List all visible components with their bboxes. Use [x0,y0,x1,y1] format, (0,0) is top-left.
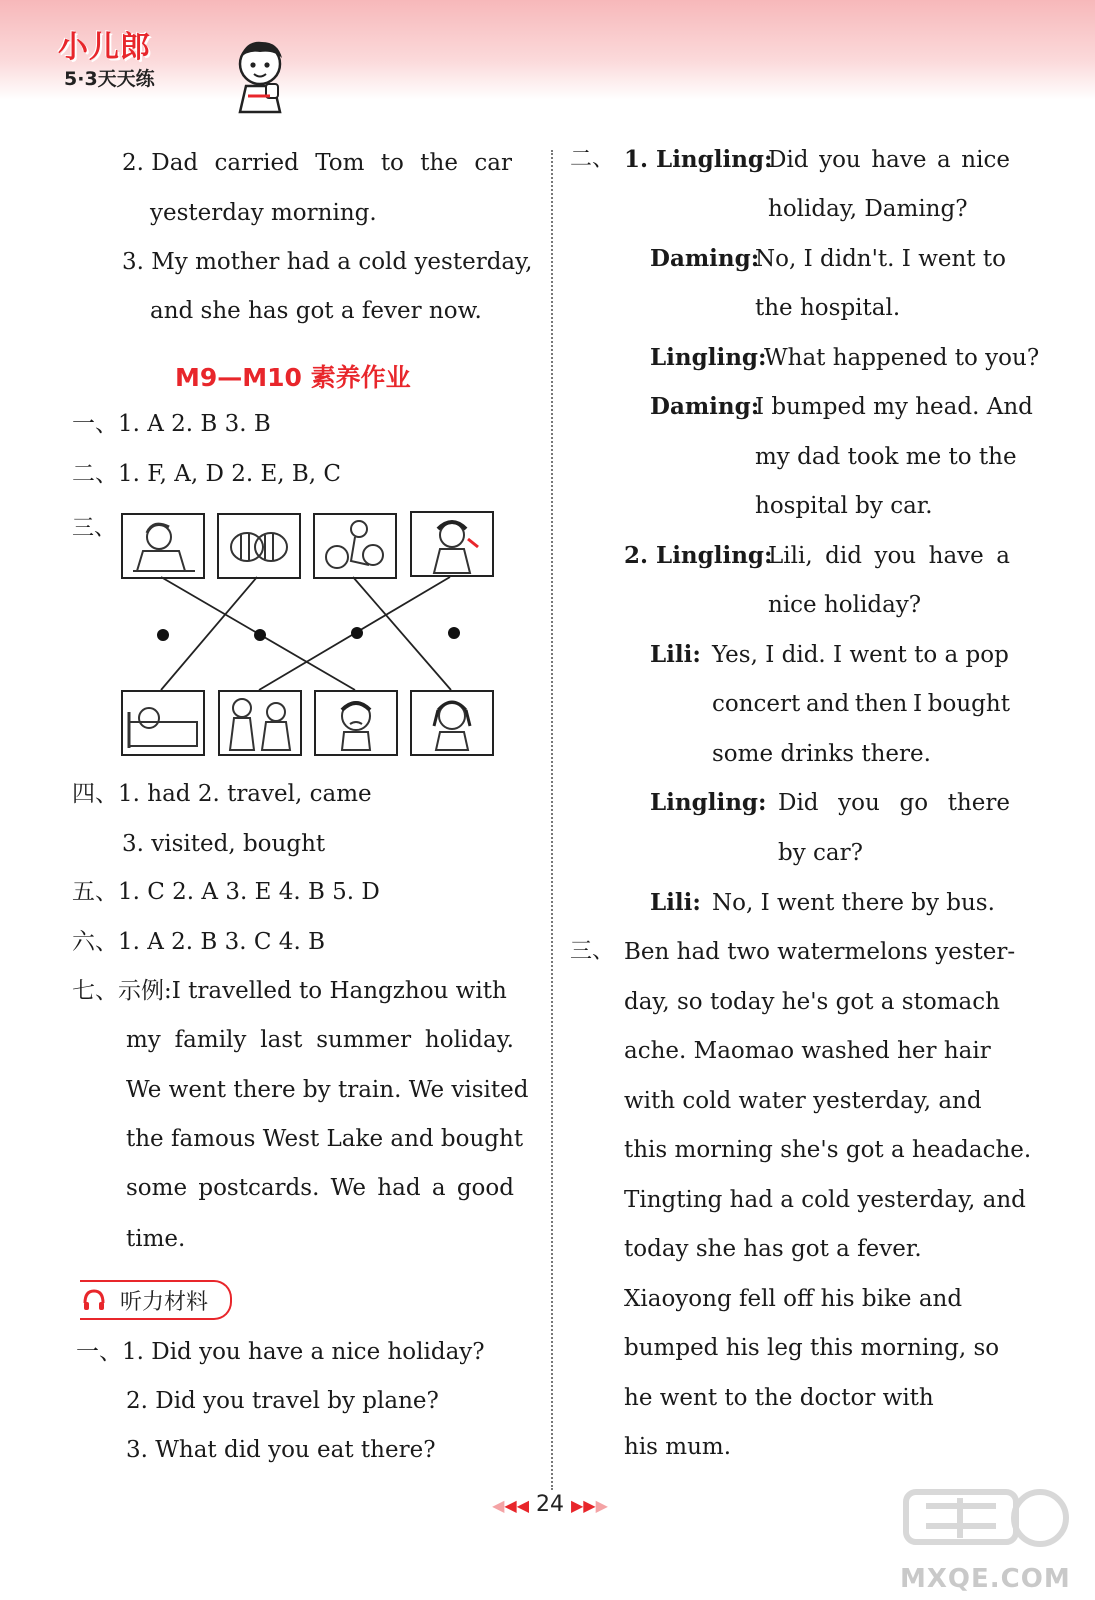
dialogue-5-line2: nice holiday? [768,592,922,618]
answer-part-7-line2 [126,1026,514,1054]
answer-part-4-line2: 3. visited, bought [122,831,326,857]
dialogue-2-line2: the hospital. [755,295,901,321]
answer-part-7-line1: 七、示例:I travelled to Hangzhou with [72,978,507,1004]
word: have [871,147,927,173]
answer-part-5: 五、1. C 2. A 3. E 4. B 5. D [72,879,380,905]
left-q2-line2: yesterday morning. [150,200,377,226]
match-dot [254,629,266,641]
answer-part-7-line4: the famous West Lake and bought [126,1126,524,1152]
dialogue-6-line2 [712,690,1010,718]
word: a [996,543,1010,569]
word: Did [778,790,819,816]
right-part-2-label: 二、 [570,147,615,172]
word: did [825,543,862,569]
word: Tom [315,150,365,176]
speaker-daming: Daming: [650,245,760,272]
listening-q1: 一、1. Did you have a nice holiday? [76,1339,485,1365]
logo-title: 小儿郎 [58,30,151,65]
dialogue-6-line3: some drinks there. [712,741,931,767]
speaker-lili: Lili: [650,889,701,916]
answer-part-7-line3: We went there by train. We visited [126,1077,529,1103]
word: We [330,1175,367,1201]
word: you [874,543,917,569]
answer-part-6: 六、1. A 2. B 3. C 4. B [72,929,325,955]
word: carried [214,150,299,176]
girl-headache-icon [410,690,494,756]
prev-arrows-icon: ◀◀ [504,1496,529,1515]
word: a [937,147,951,173]
word: you [838,790,880,816]
passage-line: today she has got a fever. [624,1236,922,1262]
watermark-text: MXQE.COM [900,1564,1071,1594]
dialogue-7-line2: by car? [778,840,863,866]
section-title: M9—M10 素养作业 [175,363,411,392]
word: postcards. [198,1175,320,1201]
word: to [380,150,404,176]
passage-line: ache. Maomao washed her hair [624,1038,991,1064]
dialogue-3-line1: What happened to you? [764,345,1040,371]
answer-part-4-line1: 四、1. had 2. travel, came [72,781,372,807]
speaker-lingling: 2. Lingling: [624,542,773,569]
word: nice [961,147,1010,173]
word: good [456,1175,514,1201]
word: my [126,1027,161,1053]
answer-part-1: 一、1. A 2. B 3. B [72,411,271,437]
speaker-daming: Daming: [650,393,760,420]
dialogue-4-line1: I bumped my head. And [755,394,1033,420]
answer-part-7-line5 [126,1174,514,1202]
logo-subtitle: 5·3天天练 [64,68,155,90]
next-arrows-icon: ▶ [595,1496,608,1515]
passage-line: day, so today he's got a stomach [624,989,1000,1015]
answer-part-3-label: 三、 [72,516,117,541]
word: bought [927,691,1010,717]
word: summer [316,1027,412,1053]
speaker-lili: Lili: [650,641,701,668]
word: then [854,691,908,717]
word: some [126,1175,188,1201]
left-q3-line2: and she has got a fever now. [150,298,482,324]
answer-watermark-icon [900,1484,1080,1594]
word: car [474,150,512,176]
dialogue-2-line1: No, I didn't. I went to [755,246,1006,272]
prev-arrows-icon: ◀ [492,1496,505,1515]
word: and [805,691,850,717]
word: a [431,1175,446,1201]
passage-line: Tingting had a cold yesterday, and [624,1187,1026,1213]
word: 2. Dad [122,150,199,176]
right-part-3-label: 三、 [570,939,615,964]
next-arrows-icon: ▶▶ [571,1496,596,1515]
word: go [899,790,929,816]
word: the [420,150,458,176]
dialogue-8-line1: No, I went there by bus. [712,890,995,916]
answer-part-7-line6: time. [126,1226,186,1252]
word: there [947,790,1010,816]
word: Lili, [768,543,813,569]
page-number: 24 [536,1492,564,1517]
listening-material-tag [80,1280,232,1320]
dialogue-1-line2: holiday, Daming? [768,196,968,222]
word: last [260,1027,303,1053]
speaker-lingling: Lingling: [650,789,767,816]
girl-in-bed-fever-icon [121,690,205,756]
match-dot [448,627,460,639]
dialogue-4-line2: my dad took me to the [755,444,1017,470]
dialogue-4-line3: hospital by car. [755,493,933,519]
listening-material-label: 听力材料 [120,1290,209,1315]
speaker-lingling: Lingling: [650,344,767,371]
word: have [928,543,984,569]
passage-line: this morning she's got a headache. [624,1137,1032,1163]
boy-stomachache-icon [314,690,398,756]
word: I [913,691,923,717]
left-q3-line1: 3. My mother had a cold yesterday, [122,249,533,275]
passage-line: his mum. [624,1434,732,1460]
page-footer [460,1492,640,1522]
passage-line: bumped his leg this morning, so [624,1335,1000,1361]
passage-line: he went to the doctor with [624,1385,934,1411]
doctor-with-boy-icon [218,690,302,756]
dialogue-1-line1 [768,146,1010,174]
word: Did [768,147,809,173]
listening-q3: 3. What did you eat there? [126,1437,436,1463]
passage-line: Ben had two watermelons yester- [624,939,1016,965]
word: concert [712,691,801,717]
headphones-icon [82,1288,106,1312]
listening-q2: 2. Did you travel by plane? [126,1388,439,1414]
word: you [819,147,861,173]
dialogue-6-line1: Yes, I did. I went to a pop [712,642,1009,668]
passage-line: Xiaoyong fell off his bike and [624,1286,963,1312]
word: had [377,1175,421,1201]
dialogue-5-line1 [768,542,1010,570]
answer-part-2: 二、1. F, A, D 2. E, B, C [72,461,342,487]
speaker-lingling: 1. Lingling: [624,146,773,173]
match-dot [157,629,169,641]
word: holiday. [424,1027,514,1053]
word: family [174,1027,247,1053]
dialogue-7-line1 [778,789,1010,817]
match-dot [351,627,363,639]
passage-line: with cold water yesterday, and [624,1088,982,1114]
